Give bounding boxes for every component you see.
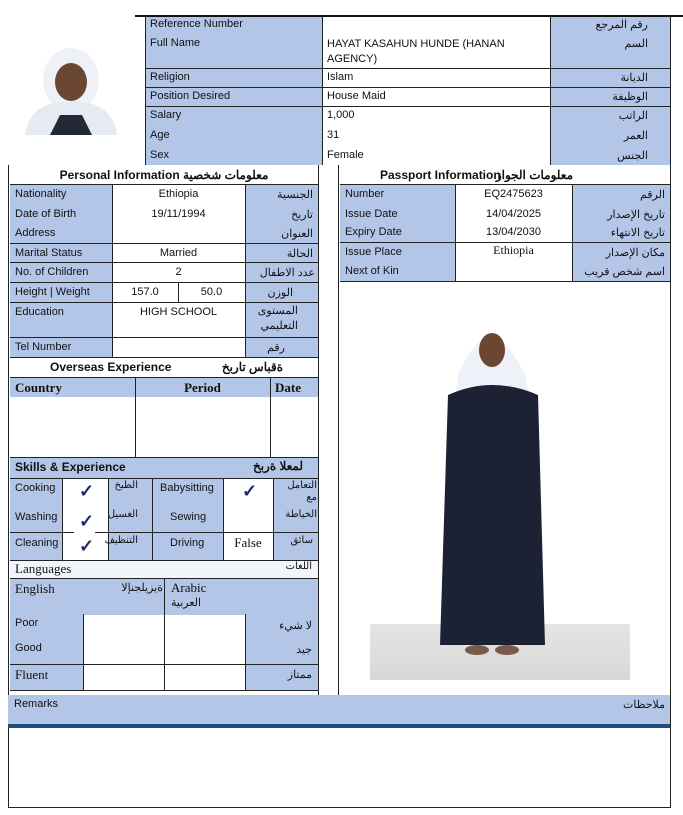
languages-title-ar: اللغات — [285, 561, 312, 572]
skill-cooking-ar: الطبخ — [114, 480, 138, 491]
sex-label-ar: الجنس — [617, 150, 648, 162]
marital-value: Married — [159, 247, 198, 259]
skill-washing-ar: الغسيل — [107, 509, 138, 520]
overseas-title-ar: ةقباس تاربخ — [221, 360, 283, 374]
religion-value: Islam — [327, 71, 354, 83]
skill-driving-label: Driving — [170, 537, 205, 549]
passport-number-ar: الرقم — [639, 189, 665, 201]
skill-sewing-label: Sewing — [170, 511, 207, 523]
religion-label-ar: الديانة — [620, 72, 648, 84]
skill-babysitting-ar: التعامل مع — [287, 480, 317, 503]
headshot-photo — [20, 40, 122, 135]
tel-label-ar: رقم — [267, 342, 285, 354]
languages-title: Languages — [15, 561, 72, 576]
passport-title-ar: معلومات الجواز — [495, 168, 573, 182]
english-label: English — [15, 581, 55, 596]
marital-label: Marital Status — [15, 247, 83, 259]
level-poor-label: Poor — [15, 617, 39, 629]
education-value: HIGH SCHOOL — [139, 306, 217, 318]
period-header: Period — [184, 380, 221, 395]
skill-cleaning-label: Cleaning — [15, 537, 59, 549]
label-ar: رقم المرجع — [595, 19, 648, 31]
age-label: Age — [150, 129, 170, 141]
skill-driving-ar: سائق — [290, 535, 313, 546]
skills-title: Skills & Experience — [15, 460, 126, 474]
full-name-label: Full Name — [150, 37, 201, 49]
education-label: Education — [15, 306, 64, 318]
issue-date-value: 14/04/2025 — [485, 208, 542, 220]
height-value: 157.0 — [131, 286, 159, 298]
country-header: Country — [15, 380, 62, 395]
issue-place-value: Ethiopia — [493, 243, 534, 257]
address-label: Address — [15, 227, 56, 239]
position-label: Position Desired — [150, 90, 231, 102]
checkmark-icon: ✓ — [79, 481, 95, 501]
salary-value: 1,000 — [327, 109, 355, 121]
skill-sewing-ar: الخياطة — [285, 509, 317, 520]
weight-value: 50.0 — [200, 286, 223, 298]
children-label: No. of Children — [15, 266, 89, 278]
position-label-ar: الوظيفة — [612, 91, 648, 103]
personal-info-title: Personal Information معلومات شخصية — [59, 168, 269, 182]
full-name-value: HAYAT KASAHUN HUNDE (HANAN AGENCY) — [327, 38, 505, 65]
level-good-ar: جيد — [296, 644, 312, 656]
next-of-kin-ar: اسم شخص قريب — [584, 266, 665, 278]
skills-title-ar: لمعلا ةربخ — [252, 459, 303, 473]
dob-value: 19/11/1994 — [151, 208, 206, 220]
salary-label-ar: الراتب — [618, 110, 648, 122]
dob-label: Date of Birth — [15, 208, 77, 220]
skill-babysitting-label: Babysitting — [160, 482, 214, 494]
expiry-date-ar: تاريخ الانتهاء — [610, 227, 665, 239]
checkmark-icon: ✓ — [79, 536, 95, 556]
remarks-label: Remarks — [14, 698, 59, 710]
age-label-ar: العمر — [623, 130, 648, 142]
expiry-date-value: 13/04/2030 — [485, 226, 542, 238]
issue-date-label: Issue Date — [345, 208, 398, 220]
nationality-value: Ethiopia — [158, 188, 199, 200]
level-fluent-label: Fluent — [15, 667, 49, 682]
expiry-date-label: Expiry Date — [345, 226, 402, 238]
children-label-ar: عدد الاطفال — [259, 267, 315, 279]
remarks-bar — [8, 695, 670, 725]
issue-date-ar: تاريخ الإصدار — [607, 209, 665, 221]
full-body-photo — [370, 305, 630, 680]
skill-driving-value: False — [234, 535, 262, 550]
age-value: 31 — [327, 129, 340, 141]
remarks-box[interactable] — [8, 728, 670, 807]
nationality-label: Nationality — [15, 188, 67, 200]
overseas-title: Overseas Experience — [50, 360, 172, 374]
passport-number-label: Number — [345, 188, 385, 200]
dob-label-ar: تاريخ — [291, 209, 313, 221]
issue-place-ar: مكان الإصدار — [605, 247, 665, 259]
tel-label: Tel Number — [15, 341, 72, 353]
salary-label: Salary — [150, 109, 182, 121]
level-fluent-ar: ممتاز — [287, 669, 312, 681]
english-label-ar: ةيزيلجنإلا — [121, 582, 163, 594]
full-name-label-ar: السم — [624, 38, 648, 50]
children-value: 2 — [175, 266, 182, 278]
sex-label: Sex — [150, 149, 169, 161]
next-of-kin-label: Next of Kin — [345, 265, 399, 277]
education-label-ar: المستوى التعليمي — [257, 305, 298, 332]
level-poor-ar: لا شيء — [279, 620, 312, 632]
position-value: House Maid — [327, 90, 386, 102]
skill-washing-label: Washing — [15, 511, 58, 523]
arabic-label: Arabic — [171, 580, 207, 595]
level-good-label: Good — [15, 642, 42, 654]
arabic-label-ar: العربية — [171, 597, 202, 609]
remarks-label-ar: ملاحظات — [623, 699, 665, 711]
label: Reference Number — [150, 18, 243, 30]
checkmark-icon: ✓ — [242, 481, 258, 501]
height-weight-label-ar: الوزن — [267, 287, 293, 299]
passport-number-value: EQ2475623 — [484, 188, 543, 200]
marital-label-ar: الحالة — [286, 248, 313, 260]
skill-cooking-label: Cooking — [15, 482, 56, 494]
passport-title: Passport Information — [380, 168, 501, 182]
height-weight-label: Height | Weight — [15, 286, 90, 298]
date-header: Date — [275, 380, 301, 395]
skill-cleaning-ar: التنظيف — [104, 535, 138, 546]
sex-value: Female — [327, 149, 364, 161]
checkmark-icon: ✓ — [79, 511, 95, 531]
religion-label: Religion — [150, 71, 190, 83]
address-label-ar: العنوان — [281, 228, 313, 240]
nationality-label-ar: الجنسية — [277, 189, 313, 201]
issue-place-label: Issue Place — [345, 246, 402, 258]
